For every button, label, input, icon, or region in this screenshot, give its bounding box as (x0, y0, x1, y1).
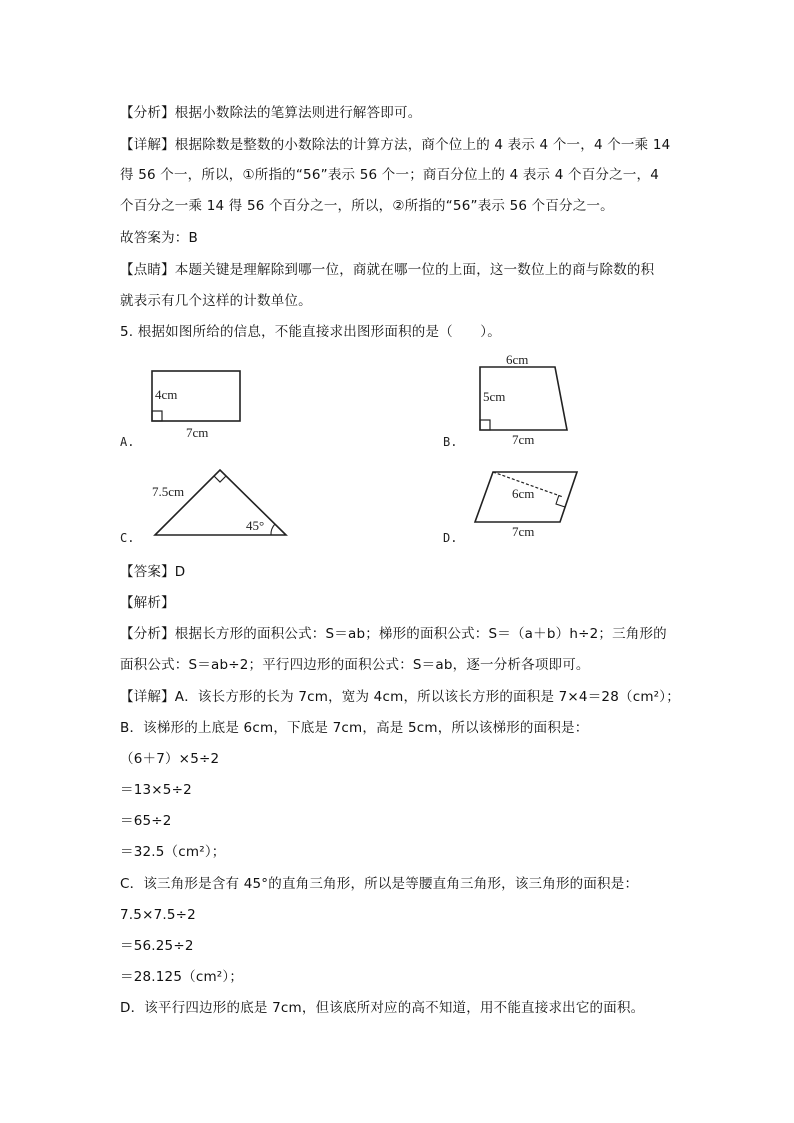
detail-line: 【详解】A．该长方形的长为 7cm，宽为 4cm，所以该长方形的面积是 7×4＝28（cm²）； (120, 689, 680, 705)
analysis-text: 【分析】根据小数除法的笔算法则进行解答即可。 (120, 105, 422, 121)
figure-d-parallelogram (475, 472, 577, 539)
calc-line: 7.5×7.5÷2 (120, 907, 196, 923)
option-label-c: C. (120, 531, 135, 545)
figure-c-triangle (152, 470, 286, 535)
triangle-side-label: 7.5cm (152, 484, 185, 499)
comment-line: 【点睛】本题关键是理解除到哪一位，商就在哪一位的上面，这一数位上的商与除数的积 (120, 262, 655, 278)
trapezoid-base-label: 7cm (512, 432, 535, 447)
triangle-shape (155, 470, 286, 535)
detail-line: 【详解】根据除数是整数的小数除法的计算方法，商个位上的 4 表示 4 个一，4 个一乘 14 (120, 137, 671, 153)
right-angle-mark (152, 411, 162, 421)
rectangle-base-label: 7cm (186, 425, 209, 440)
parallelogram-base-label: 7cm (512, 524, 535, 539)
option-label-d: D. (443, 531, 458, 545)
detail-line: 得 56 个一，所以，①所指的“56”表示 56 个一；商百分位上的 4 表示 4 个百分之一，4 (120, 167, 660, 183)
detail-line: 个百分之一乘 14 得 56 个百分之一，所以，②所指的“56”表示 56 个百分之一。 (120, 198, 614, 214)
detail-line: D．该平行四边形的底是 7cm，但该底所对应的高不知道，用不能直接求出它的面积。 (120, 1000, 645, 1016)
right-angle-mark (556, 495, 565, 507)
rectangle-height-label: 4cm (155, 387, 178, 402)
right-angle-mark (480, 420, 490, 430)
calc-line: ＝65÷2 (120, 813, 172, 829)
triangle-angle-label: 45° (246, 518, 265, 533)
calc-line: （6＋7）×5÷2 (120, 751, 220, 767)
answer-text: 故答案为：B (120, 230, 198, 246)
option-label-a: A. (120, 435, 135, 449)
parallelogram-height-label: 6cm (512, 486, 535, 501)
calc-line: ＝32.5（cm²）； (120, 844, 226, 860)
comment-line: 就表示有几个这样的计数单位。 (120, 293, 312, 309)
detail-line: C．该三角形是含有 45°的直角三角形，所以是等腰直角三角形，该三角形的面积是： (120, 876, 639, 892)
option-label-b: B. (443, 435, 458, 449)
calc-line: ＝56.25÷2 (120, 938, 194, 954)
detail-line: B．该梯形的上底是 6cm，下底是 7cm，高是 5cm，所以该梯形的面积是： (120, 720, 589, 736)
analysis-line: 【分析】根据长方形的面积公式：S＝ab；梯形的面积公式：S＝（a＋b）h÷2；三角形的 (120, 626, 667, 642)
trapezoid-top-label: 6cm (506, 352, 529, 367)
calc-line: ＝28.125（cm²）； (120, 969, 244, 985)
right-angle-mark (214, 476, 226, 482)
calc-line: ＝13×5÷2 (120, 782, 192, 798)
question-stem: 5. 根据如图所给的信息，不能直接求出图形面积的是（ ）。 (120, 324, 501, 340)
figure-a-rectangle (152, 371, 240, 440)
angle-arc (271, 524, 275, 535)
explanation-heading: 【解析】 (120, 595, 175, 611)
figure-b-trapezoid (480, 352, 567, 447)
analysis-line: 面积公式：S＝ab÷2；平行四边形的面积公式：S＝ab，逐一分析各项即可。 (120, 657, 590, 673)
answer-text: 【答案】D (120, 564, 186, 580)
trapezoid-height-label: 5cm (483, 389, 506, 404)
